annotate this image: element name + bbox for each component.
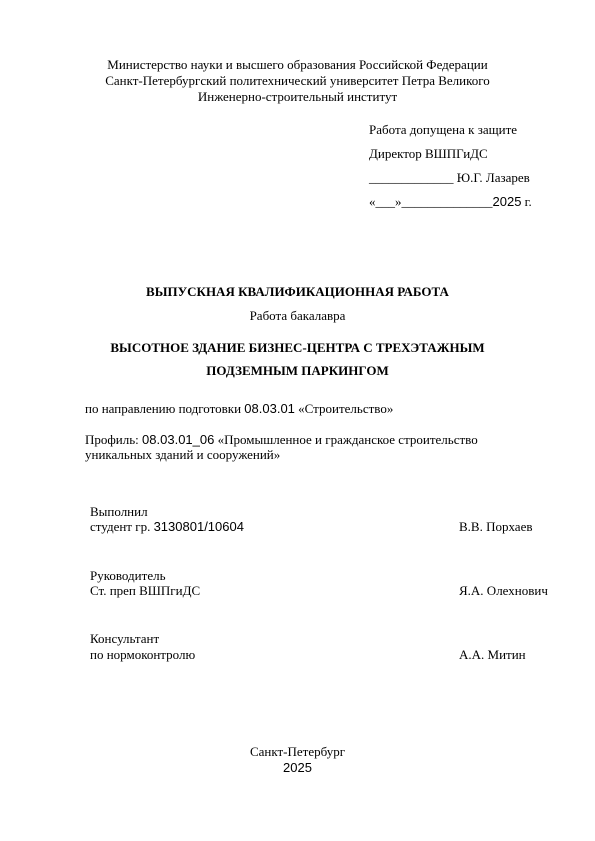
performer-role: Выполнил xyxy=(90,504,148,519)
group-prefix: студент гр. xyxy=(90,519,154,534)
profile-line-1 xyxy=(85,432,478,448)
performer-group xyxy=(90,519,244,535)
direction-code: 08.03.01 xyxy=(244,401,295,416)
consultant-area: по нормоконтролю xyxy=(90,647,196,662)
university-line: Санкт-Петербургский политехнический университет Петра Великого xyxy=(105,73,490,88)
footer-year: 2025 xyxy=(283,760,312,775)
profile-line-2: уникальных зданий и сооружений» xyxy=(85,447,281,462)
supervisor-name: Я.А. Олехнович xyxy=(459,583,548,598)
direction-name: «Строительство» xyxy=(294,401,394,416)
footer-city: Санкт-Петербург xyxy=(249,744,346,759)
approval-admitted: Работа допущена к защите xyxy=(369,122,518,137)
topic-line-1: ВЫСОТНОЕ ЗДАНИЕ БИЗНЕС-ЦЕНТРА С ТРЕХЭТАЖНЫМ xyxy=(110,340,485,355)
direction-prefix: по направлению подготовки xyxy=(85,401,245,416)
approval-block xyxy=(369,122,532,218)
supervisor-role: Руководитель xyxy=(90,568,166,583)
group-number: 3130801/10604 xyxy=(153,519,244,534)
work-type-title: ВЫПУСКНАЯ КВАЛИФИКАЦИОННАЯ РАБОТА xyxy=(146,284,449,299)
institute-line: Инженерно-строительный институт xyxy=(197,89,398,104)
signature-blank: _____________ xyxy=(369,170,454,185)
approval-director: Директор ВШПГиДС xyxy=(369,146,488,161)
performer-name: В.В. Порхаев xyxy=(459,519,533,534)
profile-prefix: Профиль: xyxy=(85,432,143,447)
consultant-name: А.А. Митин xyxy=(459,647,526,662)
degree-subtitle: Работа бакалавра xyxy=(249,308,346,323)
profile-code: 08.03.01_06 xyxy=(142,432,215,447)
consultant-role: Консультант xyxy=(90,631,160,646)
supervisor-position: Ст. преп ВШПгиДС xyxy=(90,583,201,598)
year-suffix: г. xyxy=(521,194,532,209)
topic-line-2: ПОДЗЕМНЫМ ПАРКИНГОМ xyxy=(206,363,389,378)
profile-name-1: «Промышленное и гражданское строительство xyxy=(214,432,478,447)
ministry-line: Министерство науки и высшего образования Российской Федерации xyxy=(107,57,488,72)
study-direction xyxy=(85,401,393,417)
director-name: Ю.Г. Лазарев xyxy=(453,170,530,185)
approval-year: 2025 xyxy=(492,194,522,209)
approval-signature-line xyxy=(369,170,532,194)
approval-date-line xyxy=(369,194,532,218)
date-blank: «___»______________ xyxy=(369,194,493,209)
